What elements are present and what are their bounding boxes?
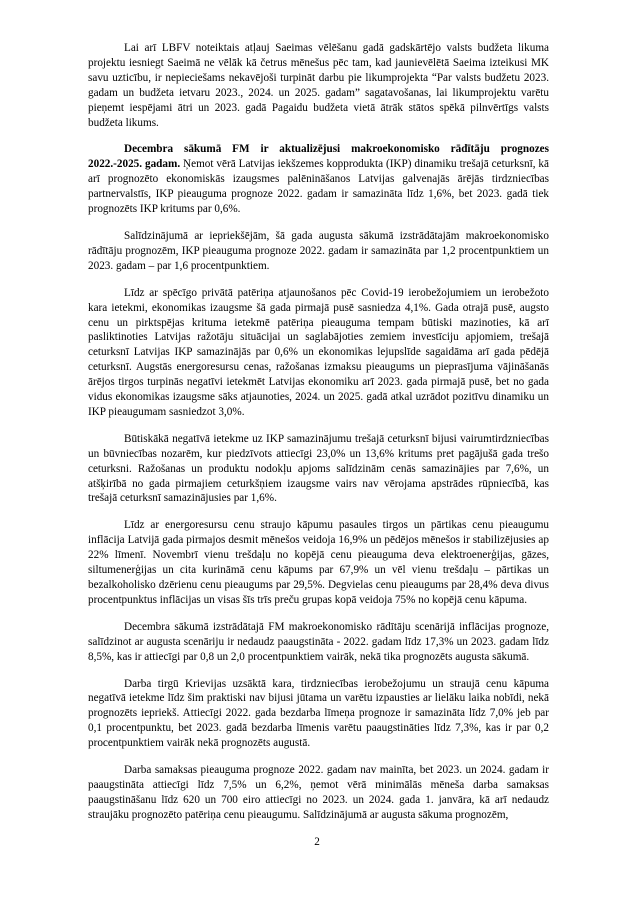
paragraph-economic-growth [88, 286, 549, 420]
paragraph-bold-lead: Decembra sākumā FM ir aktualizējusi makroekonomisko rādītāju prognozes 2022.-2025. gadam. [88, 143, 549, 171]
page-number: 2 [314, 836, 320, 848]
paragraph-macro-forecast [88, 142, 549, 217]
paragraph-text: Salīdzinājumā ar iepriekšējām, šā gada augusta sākumā izstrādātajām makroekonomisko rādītāju prognozēm, IKP pieauguma prognoze 2022. gadam ir samazināta par 1,2 procentpunktiem un 2023. gadam – par 1,6 procentpunktiem. [88, 229, 549, 272]
paragraph-text: Darba samaksas pieauguma prognoze 2022. gadam nav mainīta, bet 2023. un 2024. gadam ir paaugstināta attiecīgi līdz 7,5% un 6,2%, ņemot vērā minimālās mēneša darba samaksas paaugstināšanu līdz 620 un 700 eiro attiecīgi no 2023. un 2024. gada 1. janvāra, kā arī nedaudz straujāku prognozēto patēriņa cenu pieaugumu. Salīdzinājumā ar augusta sākuma prognozēm, [88, 764, 549, 821]
paragraph-wages [88, 763, 549, 823]
paragraph-text: Būtiskākā negatīvā ietekme uz IKP samazinājumu trešajā ceturksnī bijusi vairumtirdzniecības un būvniecības nozarēm, kur piedzīvots attiecīgi 23,0% un 13,6% kritums pret pagājušā gada trešo ceturksni. Ražošanas un produktu nodokļu apjoms salīdzinām cenās samazinājies par 7,6%, un atšķirībā no gada pirmajiem ceturkšņiem izaugsme vairs nav vērojama apstrādes rūpniecībā, kas trešajā ceturksnī samazinājusies par 1,6%. [88, 432, 549, 505]
paragraph-gdp-comparison [88, 229, 549, 274]
paragraph-text: Līdz ar energoresursu cenu straujo kāpumu pasaules tirgos un pārtikas cenu pieaugumu inflācija Latvijā gada pirmajos desmit mēnešos veidoja 16,9% un pēdējos mēnešos ir stabilizējusies ap 22% līmenī. Novembrī vienu trešdaļu no kopējā cenu pieauguma deva elektroenerģijas, gāzes, siltumenerģijas un cita kurināmā cenu kāpums par 67,9% un vēl vienu trešdaļu – pārtikas un bezalkoholisko dzērienu cenu pieaugums par 29,5%. Degvielas cenu pieaugums par 28,4% deva divus procentpunktus inflācijas un visas šīs trīs preču grupas kopā veidoja 75% no kopējā cenu kāpuma. [88, 519, 549, 606]
paragraph-text: Līdz ar spēcīgo privātā patēriņa atjaunošanos pēc Covid-19 ierobežojumiem un ierobežoto kara ietekmi, ekonomikas izaugsme šā gada pirmajā pusē sasniedza 4,1%. Gada otrajā pusē, augsto cenu un pirktspējas krituma ietekmē patēriņa pieauguma tempam būtiski mazinoties, kā arī pasliktinoties Latvijas ražotāju situācijai un saglabājoties zemiem investīciju apjomiem, trešajā ceturksnī Latvijas IKP samazinājās par 0,6% un ekonomikas lejupslīde sagaidāma arī gada pēdējā ceturksnī. Augstās energoresursu cenas, ražošanas izmaksu pieaugums un pieprasījuma vājināšanās ārējos tirgos turpinās negatīvi ietekmēt Latvijas ekonomiku arī 2023. gada pirmajā pusē, bet no gada vidus ekonomikas izaugsme sāks atjaunoties, 2024. un 2025. gadā atkal uzrādot pozitīvu dinamiku un IKP pieaugumam sasniedzot 3,0%. [88, 286, 549, 418]
paragraph-text: Ņemot vērā Latvijas iekšzemes kopprodukta (IKP) dinamiku trešajā ceturksnī, kā arī prognozēto ekonomiskās izaugsmes palēnināšanos Latvijas galvenajās ārējās tirdzniecības partnervalstīs, IKP pieauguma prognoze 2022. gadam ir samazināta līdz 1,6%, bet 2023. gadā tiek prognozēts IKP kritums par 0,6%. [88, 158, 549, 216]
paragraph-text: Decembra sākumā izstrādātajā FM makroekonomisko rādītāju scenārijā inflācijas prognoze, salīdzinot ar augusta scenāriju ir nedaudz paaugstināta - 2022. gadam līdz 17,3% un 2023. gadam līdz 8,5%, kas ir attiecīgi par 0,8 un 2,0 procentpunktiem vairāk, nekā tika prognozēts augusta sākumā. [88, 620, 549, 663]
paragraph-labour-market [88, 677, 549, 752]
paragraph-text: Lai arī LBFV noteiktais atļauj Saeimas vēlēšanu gadā gadskārtējo valsts budžeta likuma projektu iesniegt Saeimā ne vēlāk kā četrus mēnešus pēc tam, kad jaunievēlētā Saeima izteikusi MK savu uzticību, ir nepieciešams nekavējoši turpināt darbu pie likumprojekta “Par valsts budžetu 2023. gadam un budžeta ietvaru 2023., 2024. un 2025. gadam” sagatavošanas, lai likumprojektu varētu pieņemt iespējami ātri un 2023. gadā Pagaidu budžeta vietā ātrāk stātos spēkā pilnvērtīgs valsts budžeta likums. [88, 42, 549, 129]
document-body [88, 41, 549, 835]
paragraph-budget-law [88, 41, 549, 130]
paragraph-inflation-forecast [88, 620, 549, 665]
paragraph-inflation [88, 518, 549, 607]
paragraph-text: Darba tirgū Krievijas uzsāktā kara, tirdzniecības ierobežojumu un straujā cenu kāpuma negatīvā ietekme līdz šim praktiski nav bijusi jūtama un varētu izpausties ar lielāku laika nobīdi, nekā prognozēts iepriekš. Attiecīgi 2022. gada bezdarba līmeņa prognoze ir samazināta līdz 7,0% jeb par 0,1 procentpunktu, bet 2023. gadā bezdarba līmenis varētu paaugstināties līdz 7,3%, kas ir par 0,2 procentpunktiem vairāk nekā prognozēts augustā. [88, 677, 549, 750]
paragraph-gdp-impact [88, 432, 549, 507]
